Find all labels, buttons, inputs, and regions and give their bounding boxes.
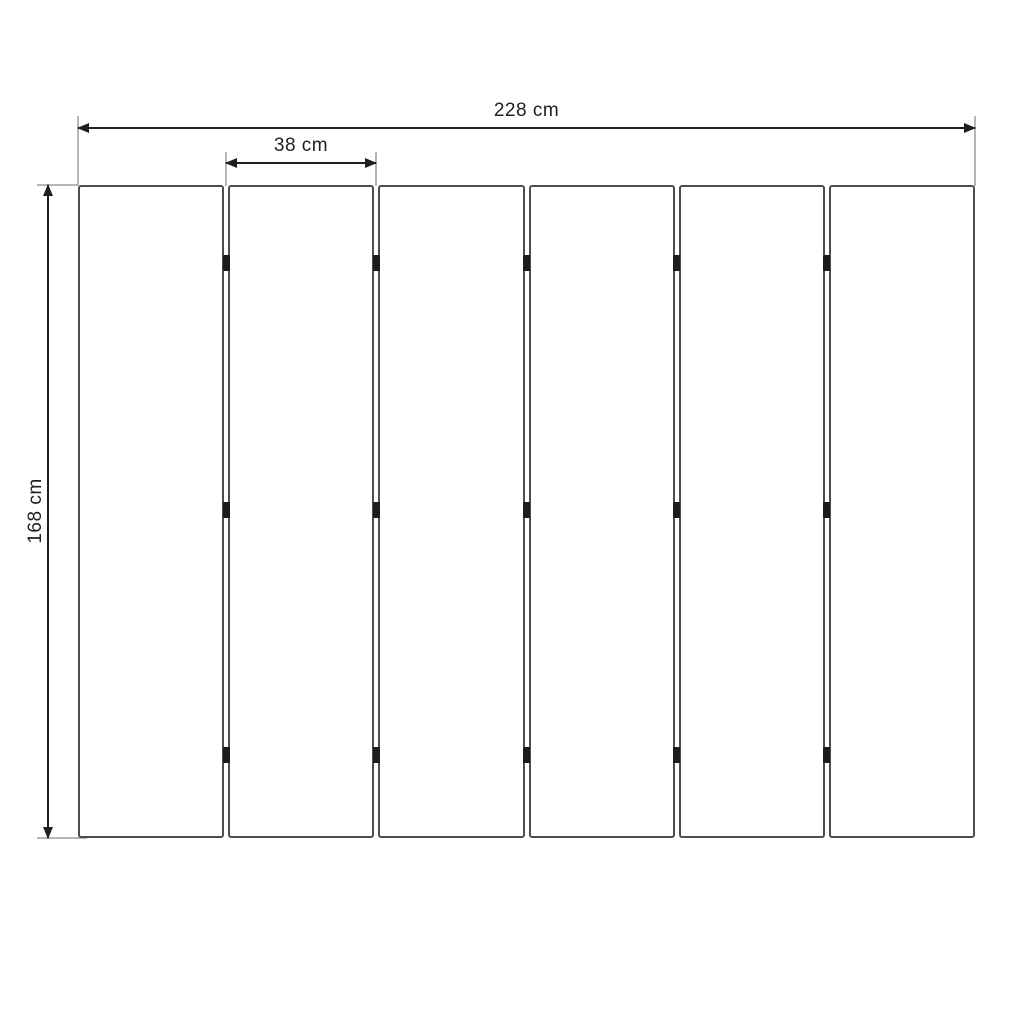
- hinge-connector: [523, 747, 530, 763]
- panel-5: [679, 185, 825, 838]
- hinge-connector: [223, 502, 230, 518]
- hinge-connector: [523, 255, 530, 271]
- panels-row: [78, 185, 975, 838]
- hinge-connector: [823, 502, 830, 518]
- arrow-left-icon: [77, 123, 89, 133]
- hinge-connector: [373, 747, 380, 763]
- hinge-connector: [373, 502, 380, 518]
- hinge-connector: [223, 747, 230, 763]
- hinge-connector: [673, 747, 680, 763]
- hinge-connector: [823, 255, 830, 271]
- hinge-connector: [673, 255, 680, 271]
- height-label: 168 cm: [25, 478, 46, 544]
- total-width-label: 228 cm: [493, 100, 560, 121]
- panel-1: [78, 185, 224, 838]
- total-width-dimension-line: [78, 127, 975, 129]
- height-dimension-line: [47, 185, 49, 838]
- hinge-connector: [673, 502, 680, 518]
- panel-6: [829, 185, 975, 838]
- hinge-connector: [823, 747, 830, 763]
- arrow-up-icon: [43, 184, 53, 196]
- panel-width-dimension-line: [226, 162, 376, 164]
- hinge-connector: [373, 255, 380, 271]
- arrow-right-icon: [964, 123, 976, 133]
- panel-3: [378, 185, 524, 838]
- panel-2: [228, 185, 374, 838]
- arrow-down-icon: [43, 827, 53, 839]
- arrow-left-icon: [225, 158, 237, 168]
- panel-4: [529, 185, 675, 838]
- panel-width-label: 38 cm: [273, 135, 329, 156]
- arrow-right-icon: [365, 158, 377, 168]
- hinge-connector: [523, 502, 530, 518]
- hinge-connector: [223, 255, 230, 271]
